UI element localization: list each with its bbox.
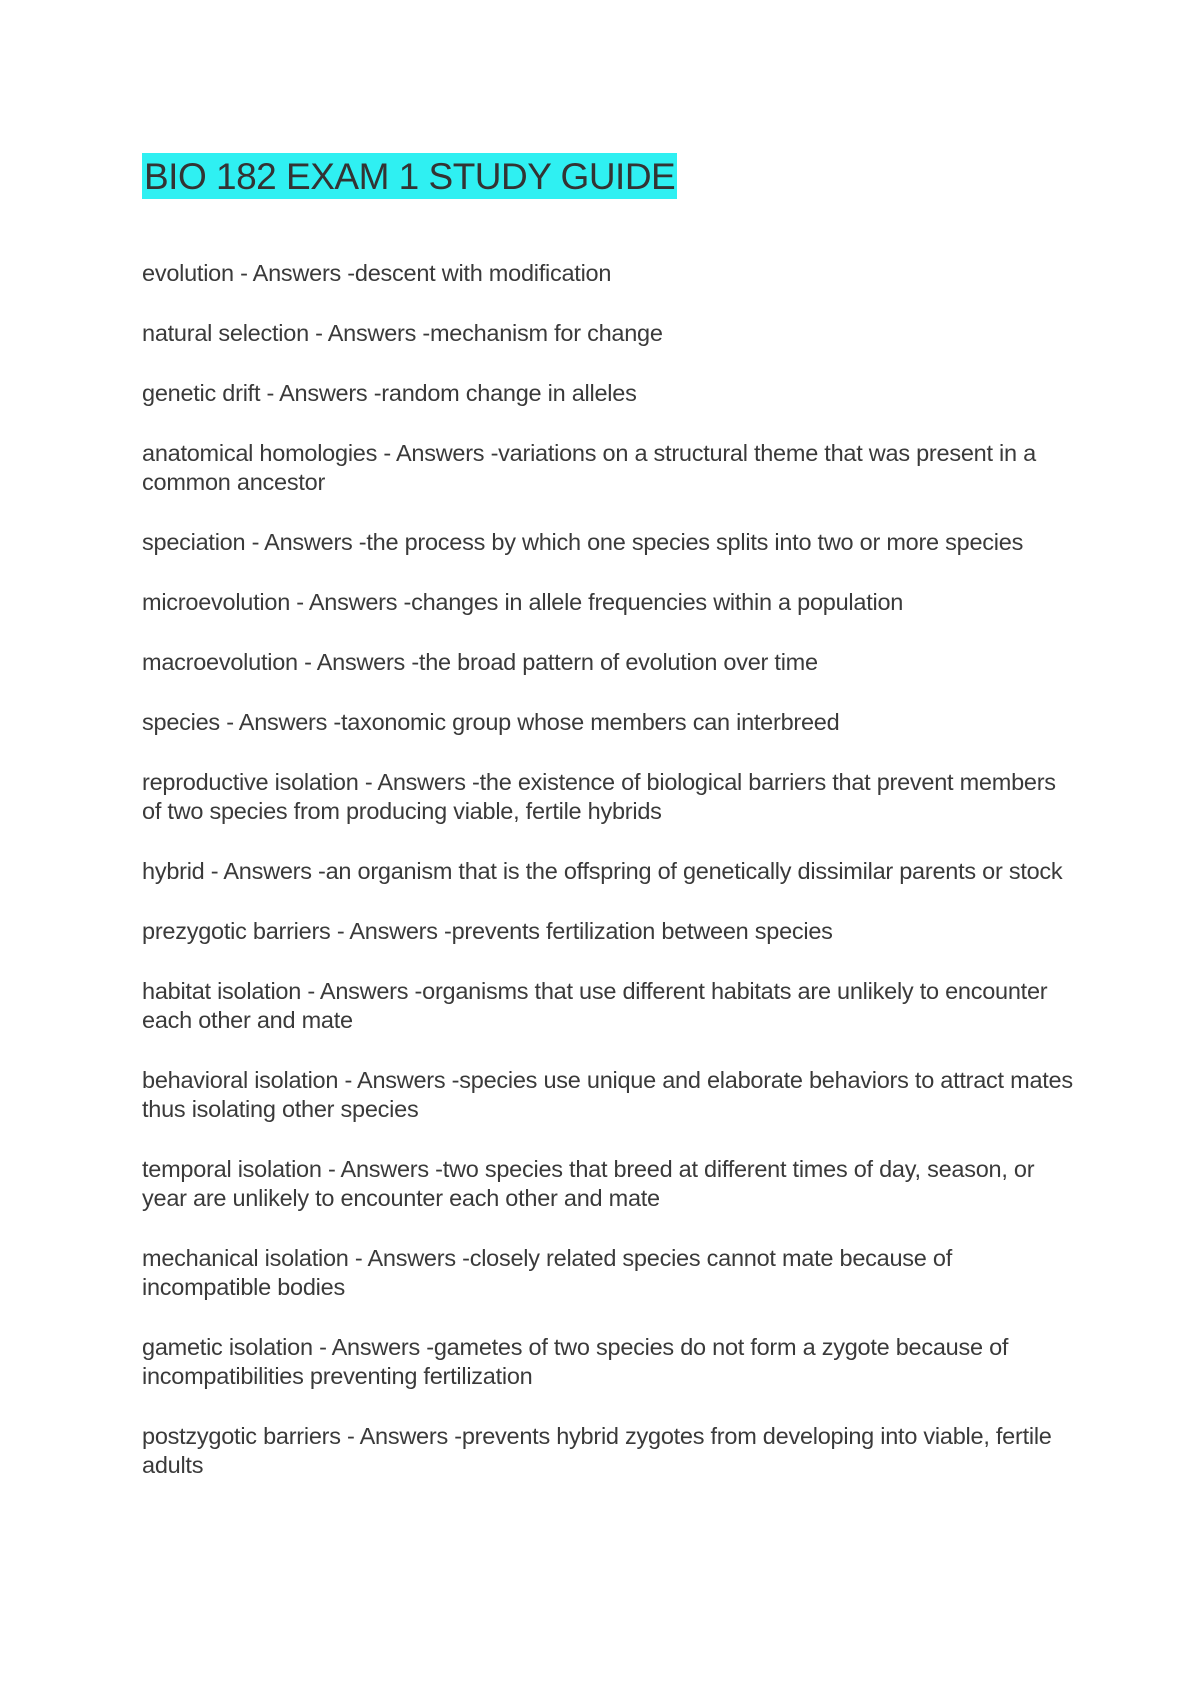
- entry-term: behavioral isolation: [142, 1067, 339, 1093]
- answer-prefix: - Answers -: [210, 858, 326, 884]
- list-item: [142, 977, 1077, 1035]
- entry-answer: the process by which one species splits into two or more species: [366, 529, 1024, 555]
- list-item: [142, 379, 1077, 408]
- entry-term: anatomical homologies: [142, 440, 378, 466]
- entry-term: species: [142, 709, 220, 735]
- entry-term: temporal isolation: [142, 1156, 322, 1182]
- entry-answer: prevents fertilization between species: [451, 918, 833, 944]
- answer-prefix: - Answers -: [251, 529, 367, 555]
- entry-term: hybrid: [142, 858, 205, 884]
- entry-answer: changes in allele frequencies within a population: [411, 589, 904, 615]
- answer-prefix: - Answers -: [304, 649, 419, 675]
- entry-term: natural selection: [142, 320, 309, 346]
- list-item: [142, 1066, 1077, 1124]
- entry-answer: gametes of two species do not form a zygote because of incompatibilities preventing fertilization: [142, 1334, 1009, 1389]
- list-item: [142, 1422, 1077, 1480]
- list-item: [142, 1155, 1077, 1213]
- entry-answer: species use unique and elaborate behaviors to attract mates thus isolating other species: [142, 1067, 1073, 1122]
- list-item: [142, 1333, 1077, 1391]
- entry-answer: closely related species cannot mate because of incompatible bodies: [142, 1245, 952, 1300]
- entry-list: [142, 259, 1077, 1511]
- list-item: [142, 259, 1077, 288]
- entry-term: mechanical isolation: [142, 1245, 349, 1271]
- entry-answer: taxonomic group whose members can interbreed: [341, 709, 840, 735]
- entry-term: microevolution: [142, 589, 291, 615]
- list-item: [142, 319, 1077, 348]
- entry-answer: prevents hybrid zygotes from developing into viable, fertile adults: [142, 1423, 1052, 1478]
- entry-term: reproductive isolation: [142, 769, 359, 795]
- entry-answer: two species that breed at different times of day, season, or year are unlikely to encounter each other and mate: [142, 1156, 1035, 1211]
- answer-prefix: - Answers -: [240, 260, 355, 286]
- entry-term: gametic isolation: [142, 1334, 313, 1360]
- entry-answer: variations on a structural theme that was present in a common ancestor: [142, 440, 1036, 495]
- answer-prefix: - Answers -: [315, 320, 430, 346]
- entry-term: genetic drift: [142, 380, 261, 406]
- list-item: [142, 1244, 1077, 1302]
- entry-term: postzygotic barriers: [142, 1423, 341, 1449]
- entry-answer: an organism that is the offspring of genetically dissimilar parents or stock: [325, 858, 1063, 884]
- list-item: [142, 439, 1077, 497]
- answer-prefix: - Answers -: [266, 380, 382, 406]
- list-item: [142, 768, 1077, 826]
- list-item: [142, 588, 1077, 617]
- list-item: [142, 857, 1077, 886]
- answer-prefix: - Answers -: [354, 1245, 470, 1271]
- entry-answer: random change in alleles: [381, 380, 637, 406]
- list-item: [142, 917, 1077, 946]
- entry-answer: the broad pattern of evolution over time: [418, 649, 818, 675]
- entry-answer: organisms that use different habitats are unlikely to encounter each other and mate: [142, 978, 1048, 1033]
- title-block: [142, 153, 677, 199]
- entry-answer: the existence of biological barriers that prevent members of two species from producing viable, fertile hybrids: [142, 769, 1056, 824]
- answer-prefix: - Answers -: [327, 1156, 443, 1182]
- answer-prefix: - Answers -: [383, 440, 499, 466]
- entry-term: evolution: [142, 260, 234, 286]
- entry-answer: descent with modification: [354, 260, 612, 286]
- list-item: [142, 708, 1077, 737]
- entry-answer: mechanism for change: [429, 320, 663, 346]
- answer-prefix: - Answers -: [336, 918, 452, 944]
- entry-term: macroevolution: [142, 649, 298, 675]
- entry-term: speciation: [142, 529, 246, 555]
- entry-term: habitat isolation: [142, 978, 302, 1004]
- list-item: [142, 648, 1077, 677]
- answer-prefix: - Answers -: [319, 1334, 434, 1360]
- entry-term: prezygotic barriers: [142, 918, 331, 944]
- answer-prefix: - Answers -: [226, 709, 341, 735]
- answer-prefix: - Answers -: [307, 978, 423, 1004]
- page-title: BIO 182 EXAM 1 STUDY GUIDE: [142, 153, 677, 199]
- answer-prefix: - Answers -: [364, 769, 480, 795]
- answer-prefix: - Answers -: [344, 1067, 460, 1093]
- answer-prefix: - Answers -: [296, 589, 412, 615]
- list-item: [142, 528, 1077, 557]
- answer-prefix: - Answers -: [347, 1423, 462, 1449]
